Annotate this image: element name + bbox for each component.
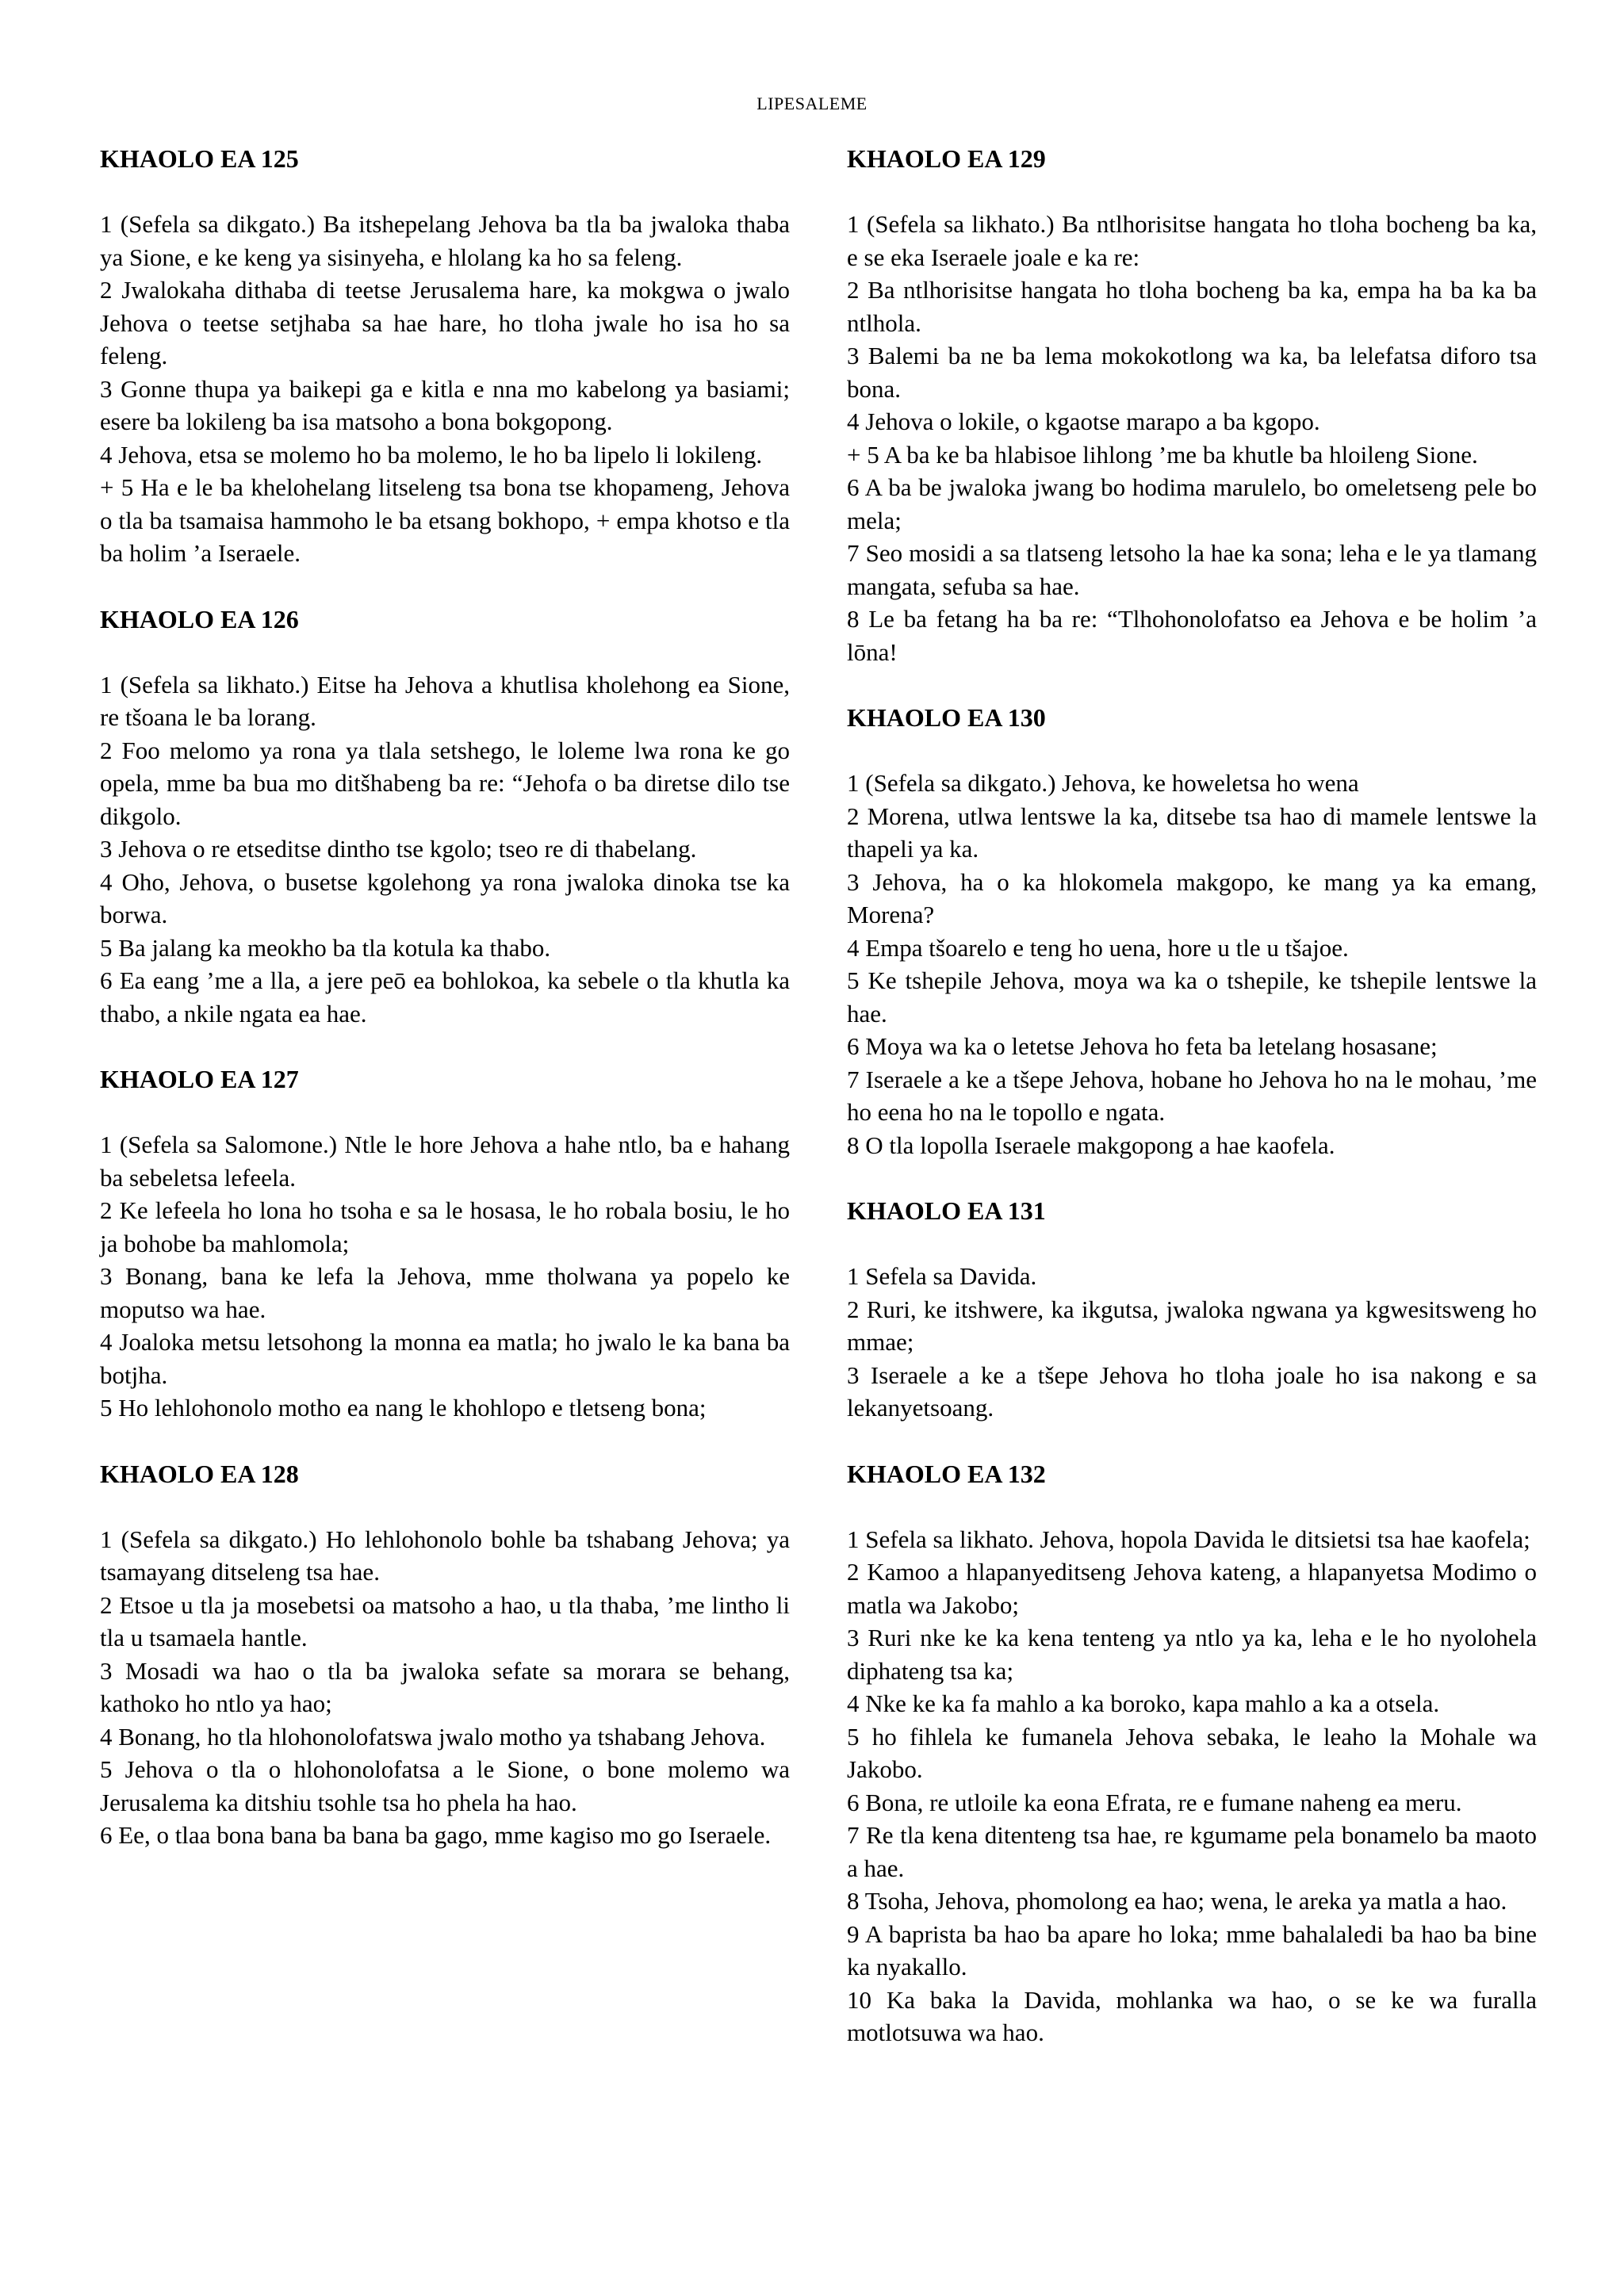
verse: 4 Oho, Jehova, o busetse kgolehong ya rona jwaloka dinoka tse ka borwa. (100, 867, 790, 928)
verse: 4 Jehova o lokile, o kgaotse marapo a ba kgopo. (847, 408, 1320, 435)
running-header: LIPESALEME (756, 94, 868, 113)
left-column (100, 143, 790, 1885)
verse: 5 Ke tshepile Jehova, moya wa ka o tshepile, ke tshepile lentswe la hae. (847, 966, 1537, 1027)
chapter-title: KHAOLO EA 125 (100, 144, 299, 173)
verse: 6 Bona, re utloile ka eona Efrata, re e fumane naheng ea meru. (847, 1788, 1462, 1816)
verse: 7 Seo mosidi a sa tlatseng letsoho la hae ka sona; leha e le ya tlamang mangata, sefuba sa hae. (847, 539, 1537, 600)
verse: + 5 Ha e le ba khelohelang litseleng tsa bona tse khopameng, Jehova o tla ba tsamaisa hammoho le ba etsang bokhopo, + empa khotso e tla ba holim ’a Iseraele. (100, 473, 790, 567)
verse: 2 Ruri, ke itshwere, ka ikgutsa, jwaloka ngwana ya kgwesitsweng ho mmae; (847, 1295, 1537, 1356)
verse: 4 Joaloka metsu letsohong la monna ea matla; ho jwalo le ka bana ba botjha. (100, 1328, 790, 1389)
chapter-title: KHAOLO EA 128 (100, 1459, 299, 1488)
verse: 2 Ke lefeela ho lona ho tsoha e sa le hosasa, le ho robala bosiu, le ho ja bohobe ba mahlomola; (100, 1196, 790, 1257)
chapter-title: KHAOLO EA 132 (847, 1459, 1046, 1488)
verse: 3 Bonang, bana ke lefa la Jehova, mme tholwana ya popelo ke moputso wa hae. (100, 1262, 790, 1323)
verse: + 5 A ba ke ba hlabisoe lihlong ’me ba khutle ba hloileng Sione. (847, 440, 1478, 469)
verse: 3 Iseraele a ke a tšepe Jehova ho tloha joale ho isa nakong e sa lekanyetsoang. (847, 1360, 1537, 1422)
chapter-section (847, 1195, 1537, 1425)
verse: 7 Re tla kena ditenteng tsa hae, re kgumame pela bonamelo ba maoto a hae. (847, 1821, 1537, 1882)
verse: 1 (Sefela sa dikgato.) Ba itshepelang Jehova ba tla ba jwaloka thaba ya Sione, e ke keng ya sisinyeha, e hlolang ka ho sa feleng. (100, 210, 790, 271)
verse: 8 Tsoha, Jehova, phomolong ea hao; wena, le areka ya matla a hao. (847, 1887, 1507, 1915)
chapter-section (847, 143, 1537, 668)
verse: 4 Empa tšoarelo e teng ho uena, hore u tle u tšajoe. (847, 933, 1349, 962)
verse: 4 Jehova, etsa se molemo ho ba molemo, le ho ba lipelo li lokileng. (100, 440, 763, 469)
verse: 2 Foo melomo ya rona ya tlala setshego, le loleme lwa rona ke go opela, mme ba bua mo ditšhabeng ba re: “Jehofa o ba diretse dilo tse dikgolo. (100, 736, 790, 830)
verse: 3 Balemi ba ne ba lema mokokotlong wa ka, ba lelefatsa diforo tsa bona. (847, 342, 1537, 403)
verse: 1 Sefela sa Davida. (847, 1262, 1037, 1290)
verse: 1 (Sefela sa likhato.) Ba ntlhorisitse hangata ho tloha bocheng ba ka, e se eka Iseraele joale e ka re: (847, 210, 1537, 271)
chapter-section (100, 143, 790, 570)
verse: 1 Sefela sa likhato. Jehova, hopola Davida le ditsietsi tsa hae kaofela; (847, 1525, 1530, 1553)
verse: 2 Ba ntlhorisitse hangata ho tloha bocheng ba ka, empa ha ba ka ba ntlhola. (847, 276, 1537, 337)
chapter-title: KHAOLO EA 130 (847, 703, 1046, 732)
verse: 6 A ba be jwaloka jwang bo hodima marulelo, bo omeletseng pele bo mela; (847, 473, 1537, 534)
chapter-section (847, 1458, 1537, 2049)
verse: 8 Le ba fetang ha ba re: “Tlhohonolofatso ea Jehova e be holim ’a lōna! (847, 605, 1537, 666)
verse: 1 (Sefela sa dikgato.) Ho lehlohonolo bohle ba tshabang Jehova; ya tsamayang ditseleng tsa hae. (100, 1525, 790, 1586)
verse: 4 Nke ke ka fa mahlo a ka boroko, kapa mahlo a ka a otsela. (847, 1689, 1440, 1717)
verse: 3 Gonne thupa ya baikepi ga e kitla e nna mo kabelong ya basiami; esere ba lokileng ba isa matsoho a bona bokgopong. (100, 374, 790, 435)
verse: 5 Ho lehlohonolo motho ea nang le khohlopo e tletseng bona; (100, 1394, 707, 1422)
verse: 1 (Sefela sa Salomone.) Ntle le hore Jehova a hahe ntlo, ba e hahang ba sebeletsa lefeela. (100, 1131, 790, 1192)
verse: 10 Ka baka la Davida, mohlanka wa hao, o se ke wa furalla motlotsuwa wa hao. (847, 1985, 1537, 2046)
verse: 3 Mosadi wa hao o tla ba jwaloka sefate sa morara se behang, kathoko ho ntlo ya hao; (100, 1656, 790, 1717)
chapter-section (847, 702, 1537, 1161)
verse: 2 Etsoe u tla ja mosebetsi oa matsoho a hao, u tla thaba, ’me lintho li tla u tsamaela hantle. (100, 1590, 790, 1651)
verse: 2 Morena, utlwa lentswe la ka, ditsebe tsa hao di mamele lentswe la thapeli ya ka. (847, 802, 1537, 863)
verse: 1 (Sefela sa dikgato.) Jehova, ke howeletsa ho wena (847, 769, 1359, 797)
verse: 7 Iseraele a ke a tšepe Jehova, hobane ho Jehova ho na le mohau, ’me ho eena ho na le topollo e ngata. (847, 1065, 1537, 1126)
chapter-title: KHAOLO EA 126 (100, 604, 299, 633)
verse: 5 ho fihlela ke fumanela Jehova sebaka, le leaho la Mohale wa Jakobo. (847, 1722, 1537, 1783)
right-column (847, 143, 1537, 2083)
verse: 2 Kamoo a hlapanyeditseng Jehova kateng, a hlapanyetsa Modimo o matla wa Jakobo; (847, 1558, 1537, 1619)
verse: 1 (Sefela sa likhato.) Eitse ha Jehova a khutlisa kholehong ea Sione, re tšoana le ba lorang. (100, 670, 790, 731)
verse: 3 Jehova o re etseditse dintho tse kgolo; tseo re di thabelang. (100, 835, 697, 863)
chapter-section (100, 1063, 790, 1425)
chapter-title: KHAOLO EA 129 (847, 144, 1046, 173)
verse: 5 Jehova o tla o hlohonolofatsa a le Sione, o bone molemo wa Jerusalema ka ditshiu tsohle tsa ho phela ha hao. (100, 1755, 790, 1816)
verse: 2 Jwalokaha dithaba di teetse Jerusalema hare, ka mokgwa o jwalo Jehova o teetse setjhaba sa hae hare, ho tloha jwale ho isa ho sa feleng. (100, 276, 790, 369)
verse: 9 A baprista ba hao ba apare ho loka; mme bahalaledi ba hao ba bine ka nyakallo. (847, 1919, 1537, 1980)
verse: 6 Moya wa ka o letetse Jehova ho feta ba letelang hosasane; (847, 1032, 1438, 1060)
verse: 3 Ruri nke ke ka kena tenteng ya ntlo ya ka, leha e le ho nyolohela diphateng tsa ka; (847, 1624, 1537, 1685)
chapter-title: KHAOLO EA 131 (847, 1196, 1046, 1225)
verse: 5 Ba jalang ka meokho ba tla kotula ka thabo. (100, 933, 551, 962)
verse: 6 Ea eang ’me a lla, a jere peō ea bohlokoa, ka sebele o tla khutla ka thabo, a nkile ngata ea hae. (100, 966, 790, 1027)
verse: 8 O tla lopolla Iseraele makgopong a hae kaofela. (847, 1131, 1335, 1159)
chapter-title: KHAOLO EA 127 (100, 1065, 299, 1093)
chapter-section (100, 603, 790, 1031)
verse: 3 Jehova, ha o ka hlokomela makgopo, ke mang ya ka emang, Morena? (847, 867, 1537, 928)
verse: 6 Ee, o tlaa bona bana ba bana ba gago, mme kagiso mo go Iseraele. (100, 1821, 772, 1849)
verse: 4 Bonang, ho tla hlohonolofatswa jwalo motho ya tshabang Jehova. (100, 1722, 766, 1751)
chapter-section (100, 1458, 790, 1852)
